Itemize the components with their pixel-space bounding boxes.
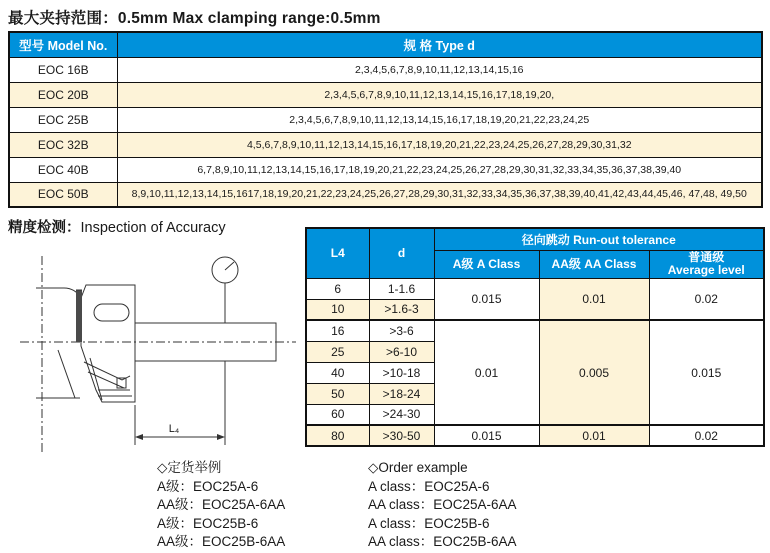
l4-cell: 6 [306,278,369,299]
table-row [306,278,764,299]
l4-cell: 80 [306,425,369,446]
aa-class-header: AA级 AA Class [539,250,649,278]
order-example-en [368,459,517,552]
type-d-header: 规 格 Type d [117,32,762,57]
d-cell: >18-24 [369,383,434,404]
a-class-header: A级 A Class [434,250,539,278]
average-level-en: Average level [667,263,745,277]
model-table-header-row [9,32,762,57]
order-example-line: AA class：EOC25B-6AA [368,534,517,550]
d-cell: >30-50 [369,425,434,446]
aa-tolerance-cell: 0.005 [539,320,649,425]
slot-oval [94,304,129,321]
inspection-drawing [18,240,300,455]
spec-cell: 2,3,4,5,6,7,8,9,10,11,12,13,14,15,16 [117,57,762,82]
table-row [9,157,762,182]
spec-cell: 8,9,10,11,12,13,14,15,1617,18,19,20,21,22,23,24,25,26,27,28,29,30,31,32,33,34,35,36,37,38,39,40,41,42,43,44,45,46, 47,48, 49,50 [117,182,762,207]
spec-cell: 4,5,6,7,8,9,10,11,12,13,14,15,16,17,18,19,20,21,22,23,24,25,26,27,28,29,30,31,32 [117,132,762,157]
accuracy-section-heading [8,216,226,237]
l4-cell: 50 [306,383,369,404]
order-example-cn [157,459,285,552]
d-cell: >24-30 [369,404,434,425]
a-tolerance-cell: 0.015 [434,278,539,320]
order-example-cn-title: ◇定货举例 [157,460,222,475]
table-row [9,182,762,207]
hatch-band [76,290,82,342]
aa-tolerance-cell: 0.01 [539,278,649,320]
model-cell: EOC 40B [9,157,117,182]
a-tolerance-cell: 0.01 [434,320,539,425]
runout-tolerance-table [305,227,765,447]
spec-cell: 6,7,8,9,10,11,12,13,14,15,16,17,18,19,20,21,22,23,24,25,26,27,28,29,30,31,32,33,34,35,36,37,38,39,40 [117,157,762,182]
avg-tolerance-cell: 0.015 [649,320,764,425]
order-example-en-title: ◇Order example [368,460,468,475]
model-cell: EOC 16B [9,57,117,82]
spec-cell: 2,3,4,5,6,7,8,9,10,11,12,13,14,15,16,17,18,19,20,21,22,23,24,25 [117,107,762,132]
table-row [9,132,762,157]
d-cell: >1.6-3 [369,299,434,320]
d-header: d [369,228,434,278]
table-row [306,425,764,446]
order-example-line: AA级：EOC25B-6AA [157,534,286,550]
table-row [9,57,762,82]
aa-tolerance-cell: 0.01 [539,425,649,446]
l4-cell: 25 [306,341,369,362]
order-example-line: A级：EOC25B-6 [157,515,259,531]
order-example-line: A级：EOC25A-6 [157,478,259,494]
order-example-line: A class：EOC25A-6 [368,478,490,494]
avg-tolerance-cell: 0.02 [649,425,764,446]
d-cell: >6-10 [369,341,434,362]
order-example-line: AA级：EOC25A-6AA [157,497,286,513]
table-row [9,107,762,132]
accuracy-heading-cn: 精度检测： [8,220,81,236]
model-no-header: 型号 Model No. [9,32,117,57]
chuck-body-outline [81,285,135,402]
order-example-line: AA class：EOC25A-6AA [368,497,517,513]
average-level-header [649,250,764,278]
average-level-cn: 普通级 [688,250,725,264]
model-spec-table [8,31,763,208]
model-cell: EOC 20B [9,82,117,107]
l4-cell: 60 [306,404,369,425]
model-cell: EOC 25B [9,107,117,132]
model-cell: EOC 50B [9,182,117,207]
order-example-line: A class：EOC25B-6 [368,515,490,531]
d-cell: 1-1.6 [369,278,434,299]
a-tolerance-cell: 0.015 [434,425,539,446]
spec-cell: 2,3,4,5,6,7,8,9,10,11,12,13,14,15,16,17,18,19,20, [117,82,762,107]
l4-cell: 16 [306,320,369,341]
runout-tolerance-header: 径向跳动 Run-out tolerance [434,228,764,250]
model-cell: EOC 32B [9,132,117,157]
l4-cell: 40 [306,362,369,383]
avg-tolerance-cell: 0.02 [649,278,764,320]
table-row [306,320,764,341]
d-cell: >3-6 [369,320,434,341]
table-row [9,82,762,107]
dimension-label: L₄ [168,423,180,435]
d-cell: >10-18 [369,362,434,383]
accuracy-heading-en: Inspection of Accuracy [80,220,226,236]
l4-cell: 10 [306,299,369,320]
l4-header: L4 [306,228,369,278]
acc-header-row-1 [306,228,764,250]
page-title: 最大夹持范围：0.5mm Max clamping range:0.5mm [8,10,381,27]
